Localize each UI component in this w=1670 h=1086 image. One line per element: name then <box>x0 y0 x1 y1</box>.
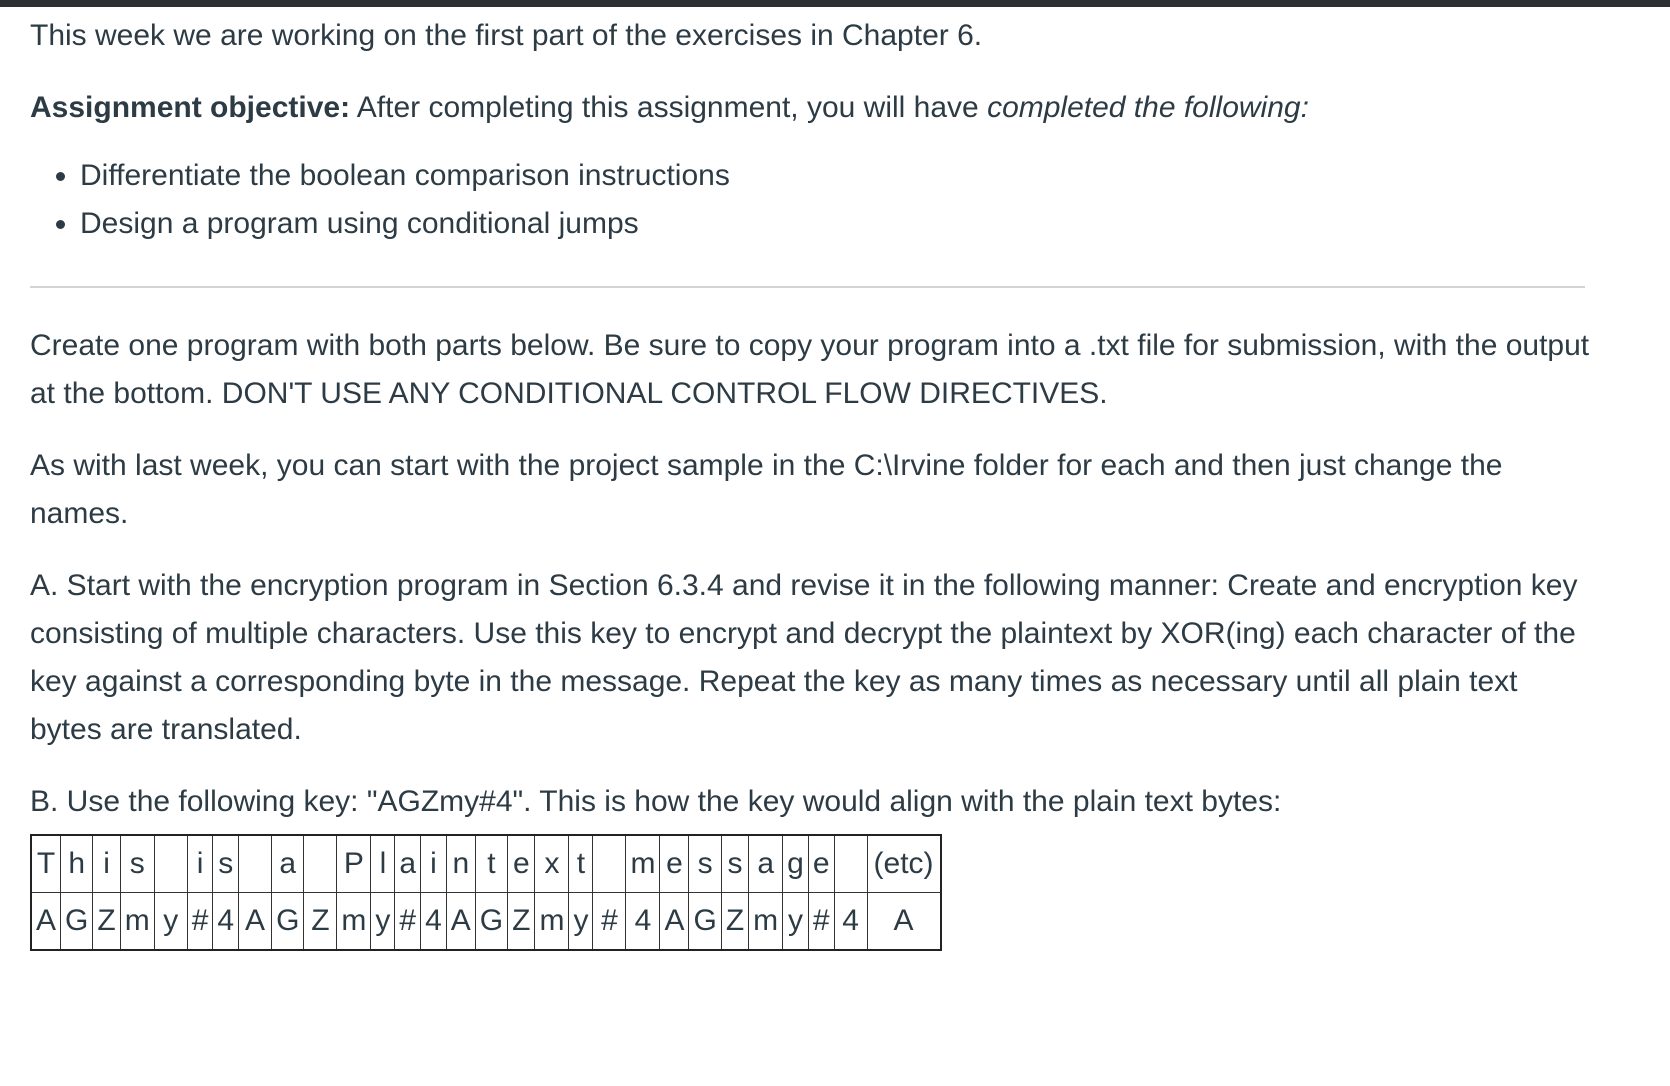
plaintext-cell <box>239 835 272 893</box>
plaintext-cell <box>834 835 867 893</box>
key-cell: y <box>783 893 809 951</box>
plaintext-cell: g <box>783 835 809 893</box>
plaintext-cell: s <box>689 835 721 893</box>
key-cell: G <box>475 893 507 951</box>
key-alignment-table <box>30 834 942 951</box>
key-cell: 4 <box>834 893 867 951</box>
key-cell: A <box>867 893 941 951</box>
key-cell: y <box>569 893 593 951</box>
plaintext-cell: e <box>660 835 689 893</box>
assignment-content <box>30 12 1590 951</box>
key-cell: Z <box>721 893 748 951</box>
plaintext-cell <box>593 835 626 893</box>
plaintext-cell: (etc) <box>867 835 941 893</box>
plaintext-cell: i <box>93 835 120 893</box>
key-cell: y <box>371 893 395 951</box>
plaintext-cell: s <box>721 835 748 893</box>
plaintext-cell: h <box>61 835 93 893</box>
key-cell: 4 <box>626 893 660 951</box>
key-cell: A <box>239 893 272 951</box>
key-cell: Z <box>93 893 120 951</box>
key-cell: # <box>187 893 213 951</box>
plaintext-cell: l <box>371 835 395 893</box>
key-cell: Z <box>508 893 535 951</box>
objective-label: Assignment objective: <box>30 91 351 124</box>
irvine-paragraph: As with last week, you can start with the project sample in the C:\Irvine folder for each and then just change the names. <box>30 449 1503 530</box>
plaintext-cell: t <box>569 835 593 893</box>
intro-paragraph: This week we are working on the first part of the exercises in Chapter 6. <box>30 19 983 52</box>
key-cell: 4 <box>421 893 447 951</box>
key-cell: 4 <box>213 893 239 951</box>
plaintext-cell: i <box>421 835 447 893</box>
plaintext-row <box>31 835 941 893</box>
key-cell: Z <box>304 893 337 951</box>
key-cell: G <box>689 893 721 951</box>
plaintext-cell: P <box>337 835 371 893</box>
top-bar <box>0 0 1670 7</box>
key-cell: m <box>337 893 371 951</box>
key-row <box>31 893 941 951</box>
part-b-paragraph: B. Use the following key: "AGZmy#4". This is how the key would align with the plain text bytes: <box>30 785 1282 818</box>
part-a-paragraph: A. Start with the encryption program in Section 6.3.4 and revise it in the following manner: Create and encryption key consisting of multiple characters. Use this key to encrypt and decrypt the plaintext by XOR(ing) each character of the key against a corresponding byte in the message. Repeat the key as many times as necessary until all plain text bytes are translated. <box>30 569 1578 746</box>
plaintext-cell <box>304 835 337 893</box>
objective-paragraph <box>30 84 1590 132</box>
plaintext-cell: s <box>213 835 239 893</box>
plaintext-cell: T <box>31 835 61 893</box>
plaintext-cell: e <box>808 835 834 893</box>
key-cell: A <box>31 893 61 951</box>
key-cell: m <box>535 893 569 951</box>
section-divider <box>30 286 1585 288</box>
plaintext-cell: a <box>749 835 783 893</box>
key-cell: # <box>808 893 834 951</box>
objective-emphasis: completed the following: <box>987 91 1309 124</box>
plaintext-cell: e <box>508 835 535 893</box>
plaintext-cell <box>154 835 187 893</box>
plaintext-cell: x <box>535 835 569 893</box>
key-cell: A <box>660 893 689 951</box>
plaintext-cell: a <box>395 835 421 893</box>
objective-item: • Design a program using conditional jumps <box>80 200 1590 248</box>
plaintext-cell: t <box>475 835 507 893</box>
key-cell: # <box>395 893 421 951</box>
objective-text: After completing this assignment, you will have <box>350 91 988 124</box>
key-cell: A <box>446 893 475 951</box>
create-paragraph: Create one program with both parts below. Be sure to copy your program into a .txt file for submission, with the output at the bottom. DON'T USE ANY CONDITIONAL CONTROL FLOW DIRECTIVES. <box>30 329 1590 410</box>
plaintext-cell: n <box>446 835 475 893</box>
key-cell: m <box>120 893 154 951</box>
key-cell: y <box>154 893 187 951</box>
plaintext-cell: a <box>272 835 304 893</box>
key-cell: G <box>61 893 93 951</box>
objective-item: • Differentiate the boolean comparison instructions <box>80 152 1590 200</box>
key-cell: m <box>749 893 783 951</box>
plaintext-cell: i <box>187 835 213 893</box>
plaintext-cell: m <box>626 835 660 893</box>
objectives-list <box>30 152 1590 248</box>
plaintext-cell: s <box>120 835 154 893</box>
key-cell: # <box>593 893 626 951</box>
key-cell: G <box>272 893 304 951</box>
